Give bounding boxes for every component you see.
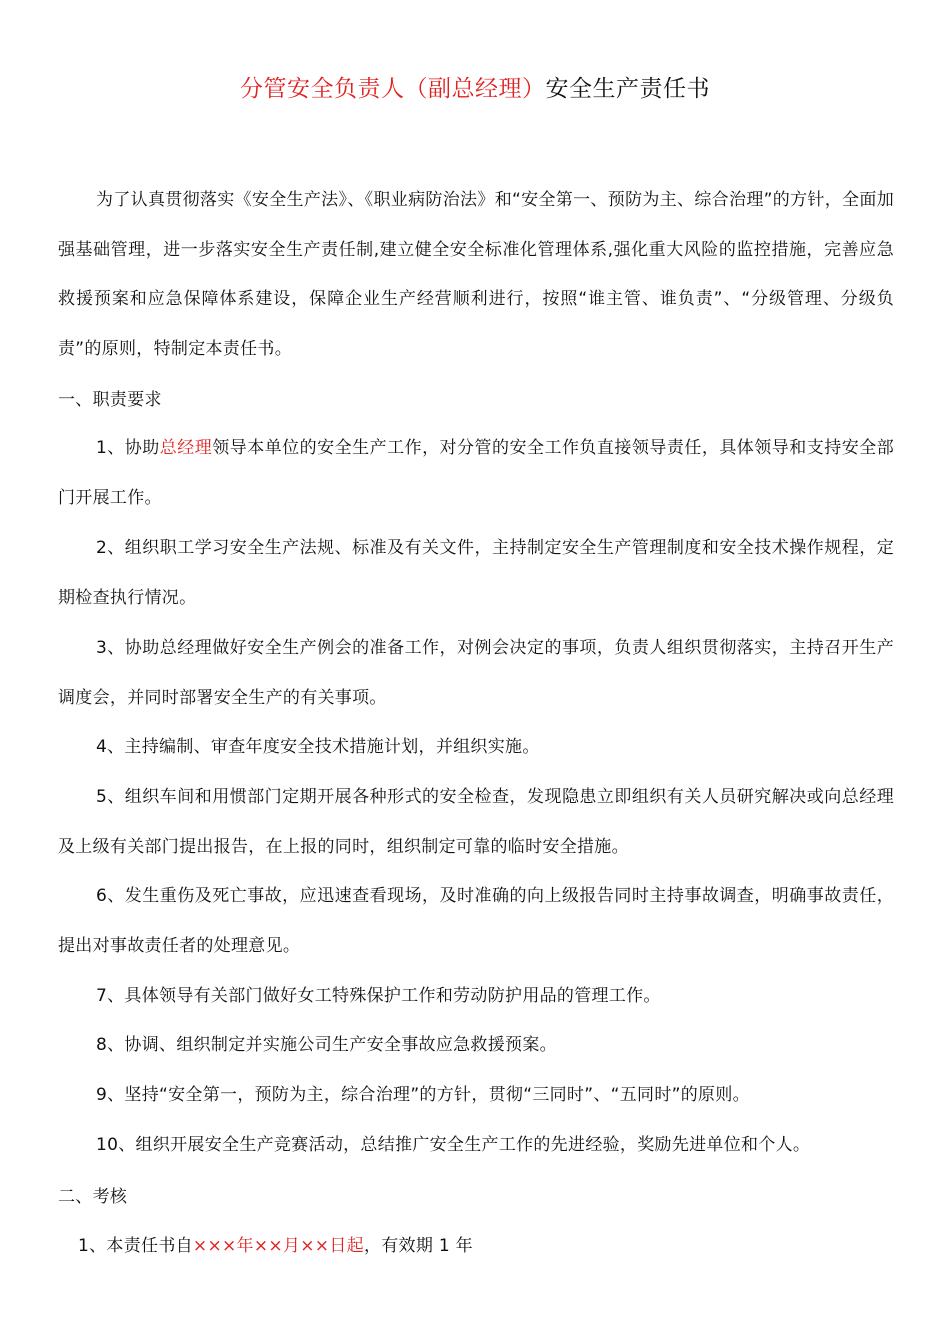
duty-item-9: 9、坚持“安全第一，预防为主，综合治理”的方针，贯彻“三同时”、“五同时”的原则。 <box>96 1085 750 1105</box>
duty-item-7: 7、具体领导有关部门做好女工特殊保护工作和劳动防护用品的管理工作。 <box>96 986 661 1006</box>
title-red-part: 分管安全负责人（副总经理） <box>240 76 546 102</box>
duty-item-8: 8、协调、组织制定并实施公司生产安全事故应急救援预案。 <box>96 1035 557 1055</box>
section-heading-duties: 一、职责要求 <box>58 390 162 410</box>
assessment-item-1-date: ×××年××月××日起 <box>192 1236 364 1256</box>
duty-item-1-prefix: 1、协助 <box>96 438 160 458</box>
document-title <box>0 72 950 106</box>
duty-item-2: 2、组织职工学习安全生产法规、标准及有关文件，主持制定安全生产管理制度和安全技术操作规程，定期检查执行情况。 <box>58 538 894 608</box>
duty-item-3: 3、协助总经理做好安全生产例会的准备工作，对例会决定的事项，负责人组织贯彻落实，主持召开生产调度会，并同时部署安全生产的有关事项。 <box>58 638 894 708</box>
intro-paragraph: 为了认真贯彻落实《安全生产法》、《职业病防治法》和“安全第一、预防为主、综合治理”的方针，全面加强基础管理，进一步落实安全生产责任制,建立健全安全标准化管理体系,强化重大风险的监控措施，完善应急救援预案和应急保障体系建设，保障企业生产经营顺利进行，按照“谁主管、谁负责”、“分级管理、分级负责”的原则，特制定本责任书。 <box>58 190 894 359</box>
duty-item-6: 6、发生重伤及死亡事故，应迅速查看现场，及时准确的向上级报告同时主持事故调查，明确事故责任，提出对事故责任者的处理意见。 <box>58 886 894 956</box>
section-heading-assessment: 二、考核 <box>58 1187 128 1207</box>
title-black-part: 安全生产责任书 <box>545 76 710 102</box>
duty-item-10: 10、组织开展安全生产竞赛活动，总结推广安全生产工作的先进经验，奖励先进单位和个人。 <box>96 1135 811 1155</box>
duty-item-1-highlight: 总经理 <box>159 438 213 458</box>
assessment-item-1-rest: ，有效期 1 年 <box>363 1236 473 1256</box>
duty-item-1-rest: 领导本单位的安全生产工作，对分管的安全工作负直接领导责任，具体领导和支持安全部门开展工作。 <box>58 438 894 508</box>
assessment-item-1-prefix: 1、本责任书自 <box>78 1236 193 1256</box>
assessment-item-1 <box>78 1231 473 1261</box>
duty-item-4: 4、主持编制、审查年度安全技术措施计划，并组织实施。 <box>96 737 540 757</box>
duty-item-5: 5、组织车间和用惯部门定期开展各种形式的安全检查，发现隐患立即组织有关人员研究解决或向总经理及上级有关部门提出报告，在上报的同时，组织制定可靠的临时安全措施。 <box>58 787 894 857</box>
duty-item-1 <box>58 424 894 523</box>
